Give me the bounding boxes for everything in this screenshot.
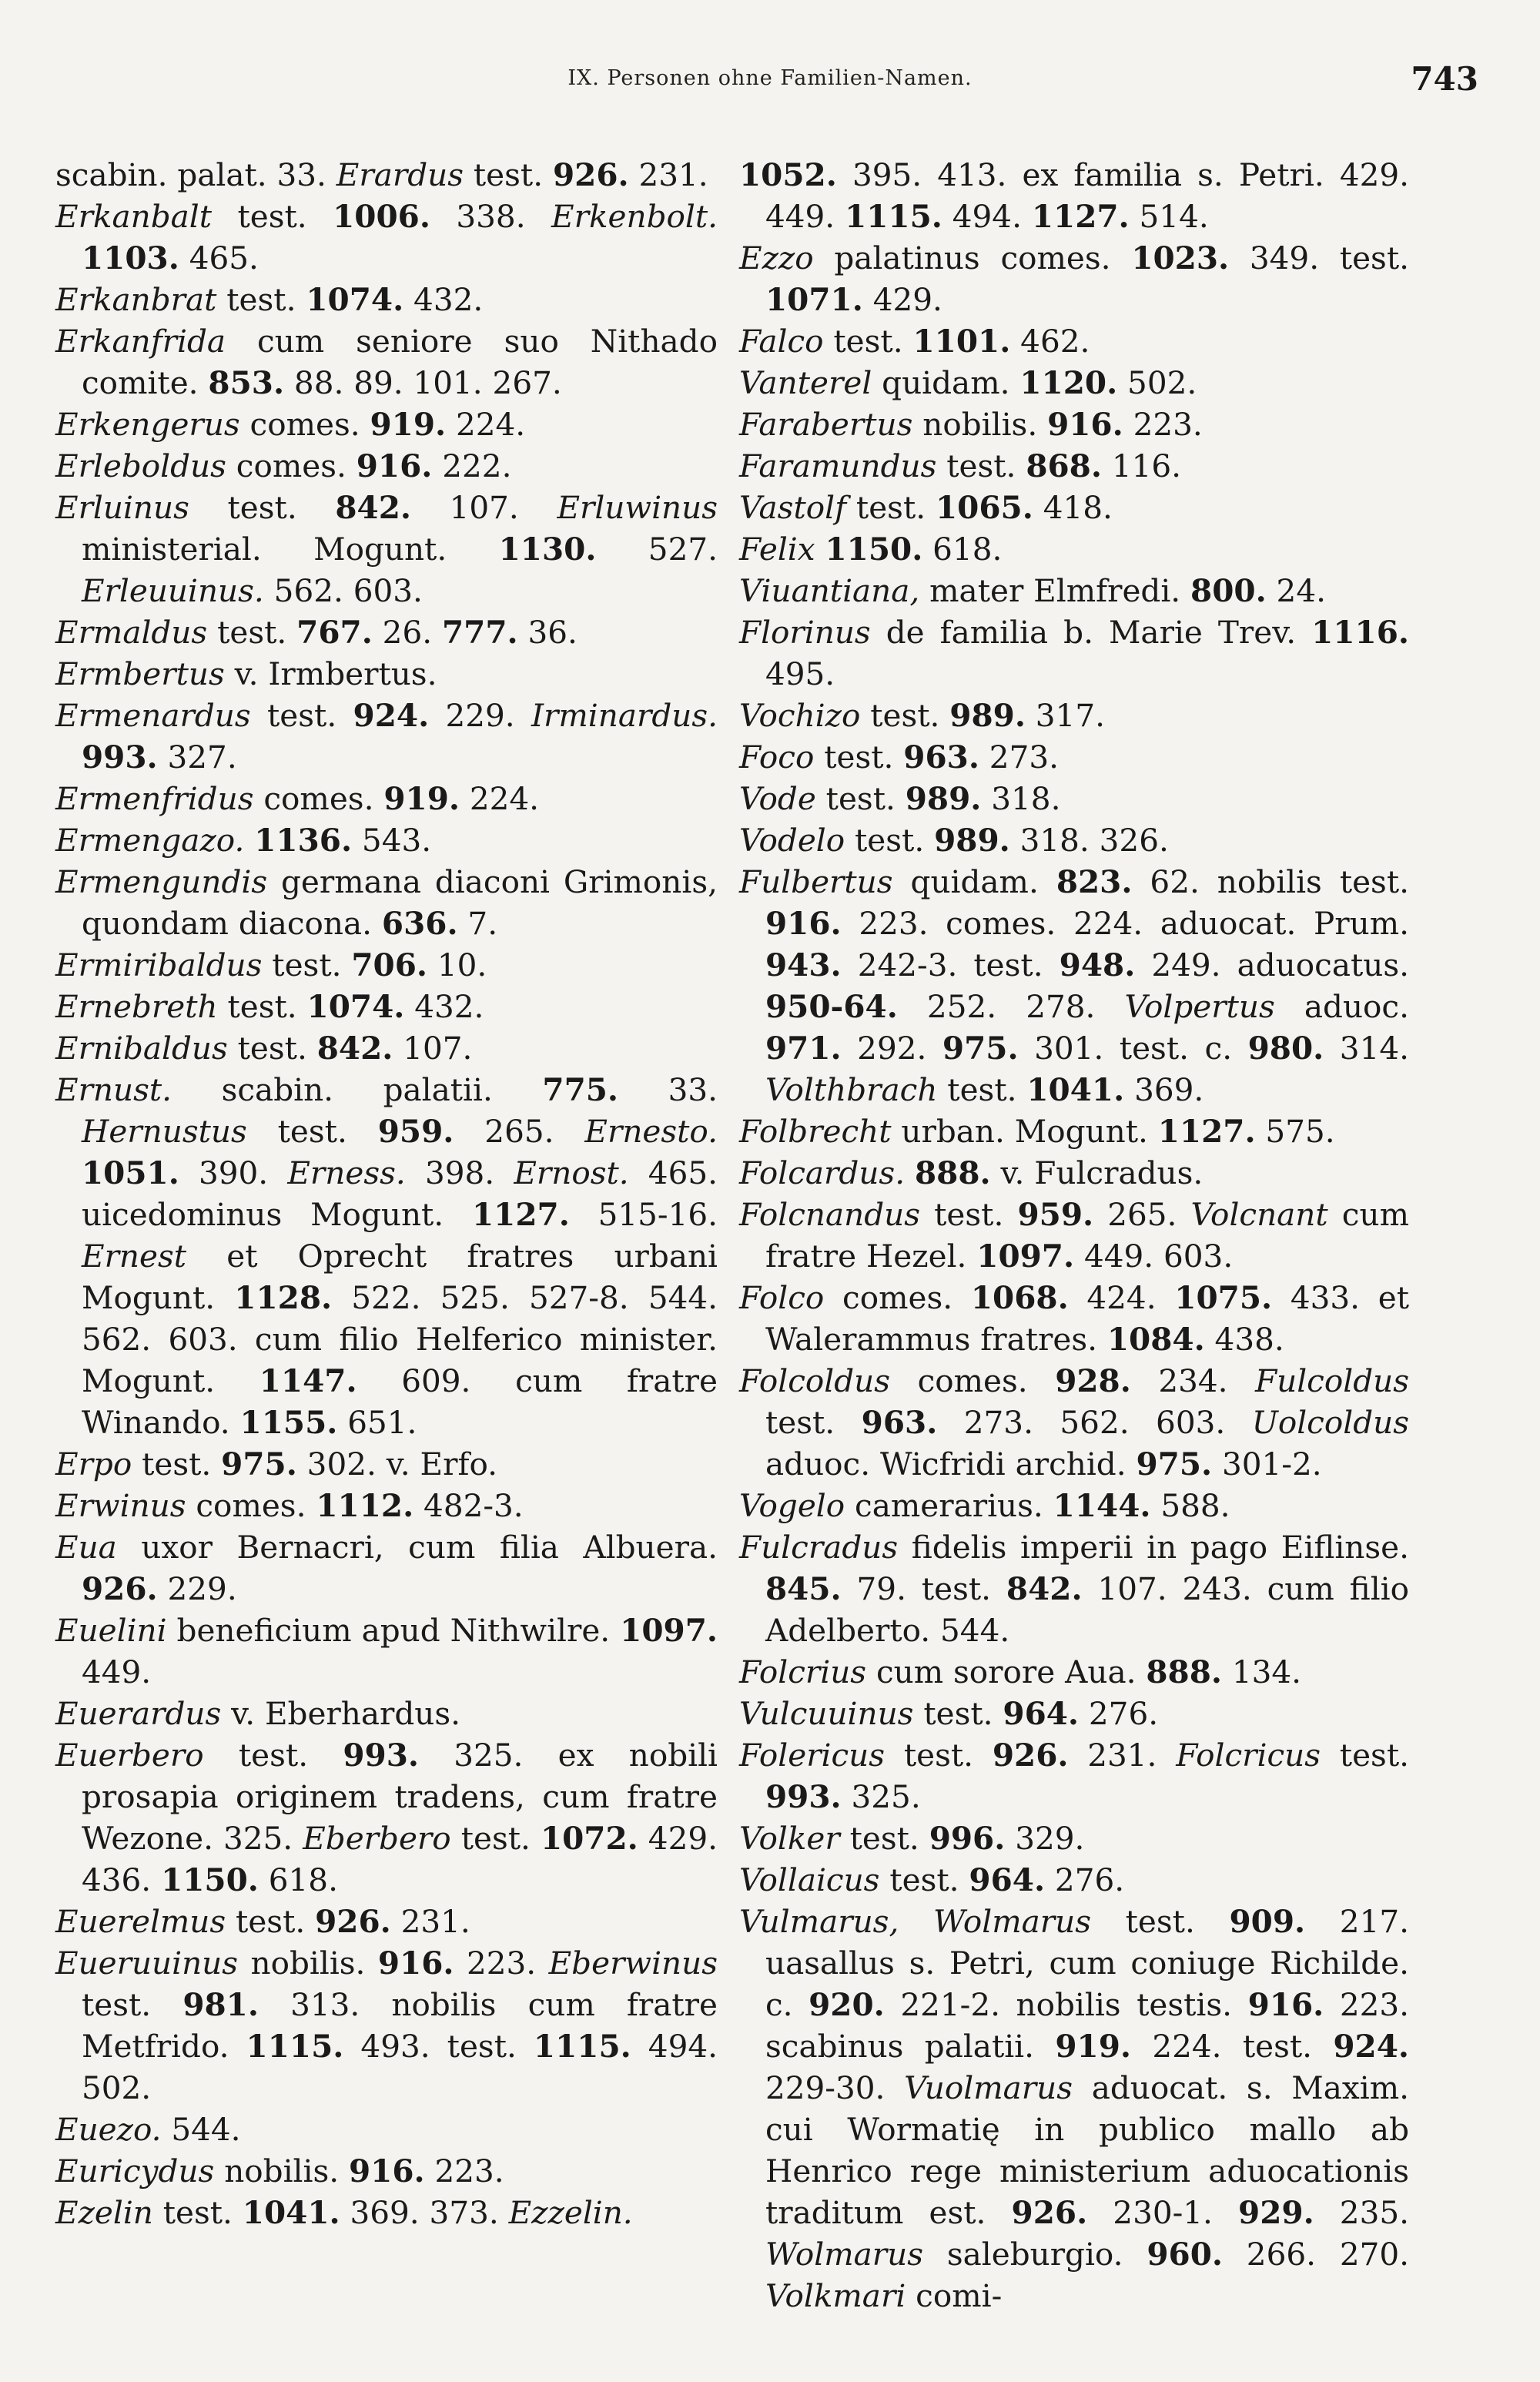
index-entry: Erwinus comes. 1112. 482-3.	[55, 1487, 524, 1524]
index-entry: Farabertus nobilis. 916. 223.	[739, 406, 1203, 443]
index-entry: Fulbertus quidam. 823. 62. nobilis test. 916. 223. comes. 224. aduocat. Prum. 943. 242-3. test. 948. 249. aduocatus. 950-64. 252. 278. Volpertus aduoc. 971. 292. 975. 301. test. c. 980. 314. Volthbrach test. 1041. 369.	[739, 863, 1409, 1108]
index-entry: Vanterel quidam. 1120. 502.	[739, 364, 1197, 401]
index-entry: Faramundus test. 868. 116.	[739, 447, 1182, 484]
index-entry: Felix 1150. 618.	[739, 531, 1003, 568]
index-entry: Ernibaldus test. 842. 107.	[55, 1030, 473, 1067]
index-entry: Erpo test. 975. 302. v. Erfo.	[55, 1446, 498, 1482]
index-entry: Folcnandus test. 959. 265. Volcnant cum fratre Hezel. 1097. 449. 603.	[739, 1196, 1409, 1275]
index-entry: scabin. palat. 33. Erardus test. 926. 231.	[55, 156, 708, 193]
running-title: IX. Personen ohne Familien-Namen.	[567, 66, 973, 90]
index-entry: Euerelmus test. 926. 231.	[55, 1903, 470, 1940]
index-entry: Folcoldus comes. 928. 234. Fulcoldus test. 963. 273. 562. 603. Uolcoldus aduoc. Wicfridi archid. 975. 301-2.	[739, 1362, 1409, 1482]
index-entry: Vochizo test. 989. 317.	[739, 697, 1105, 734]
index-entry: Ermengazo. 1136. 543.	[55, 822, 432, 859]
index-entry: Volker test. 996. 329.	[739, 1820, 1085, 1857]
index-entry: Folcrius cum sorore Aua. 888. 134.	[739, 1653, 1302, 1690]
index-entry: Erluinus test. 842. 107. Erluwinus ministerial. Mogunt. 1130. 527. Erleuuinus. 562. 603.	[55, 489, 718, 609]
index-entry: Erkanbalt test. 1006. 338. Erkenbolt. 1103. 465.	[55, 198, 718, 276]
index-entry: Florinus de familia b. Marie Trev. 1116. 495.	[739, 614, 1409, 692]
index-entry: Ezelin test. 1041. 369. 373. Ezzelin.	[55, 2194, 633, 2231]
index-entry: Euerardus v. Eberhardus.	[55, 1695, 461, 1732]
index-entry: Ezzo palatinus comes. 1023. 349. test. 1071. 429.	[739, 240, 1409, 318]
index-entry: Ermiribaldus test. 706. 10.	[55, 946, 487, 983]
page-header	[54, 60, 1486, 106]
index-entry: Folbrecht urban. Mogunt. 1127. 575.	[739, 1113, 1335, 1150]
index-entry: Vulcuuinus test. 964. 276.	[739, 1695, 1159, 1732]
index-entry: Foco test. 963. 273.	[739, 739, 1059, 776]
index-entry: Ernust. scabin. palatii. 775. 33. Hernustus test. 959. 265. Ernesto. 1051. 390. Erness. 398. Ernost. 465. uicedominus Mogunt. 1127. 515-16. Ernest et Oprecht fratres urbani Mogunt. 1128. 522. 525. 527-8. 544. 562. 603. cum filio Helferico minister. Mogunt. 1147. 609. cum fratre Winando. 1155. 651.	[55, 1071, 718, 1441]
index-entry: Vode test. 989. 318.	[739, 780, 1061, 817]
index-entry: Erkanbrat test. 1074. 432.	[55, 281, 484, 318]
index-entry: Euezo. 544.	[55, 2111, 241, 2148]
index-entry: Vogelo camerarius. 1144. 588.	[739, 1487, 1230, 1524]
index-entry: Erleboldus comes. 916. 222.	[55, 447, 512, 484]
index-column-right	[739, 154, 1409, 2317]
index-entry: Folcardus. 888. v. Fulcradus.	[739, 1154, 1204, 1191]
index-entry: Viuantiana, mater Elmfredi. 800. 24.	[739, 572, 1326, 609]
index-entry: Vollaicus test. 964. 276.	[739, 1861, 1125, 1898]
index-entry: Euricydus nobilis. 916. 223.	[55, 2153, 504, 2189]
index-entry: Euelini beneficium apud Nithwilre. 1097. 449.	[55, 1612, 718, 1690]
index-entry: Eua uxor Bernacri, cum filia Albuera. 926. 229.	[55, 1529, 718, 1607]
page-number: 743	[1411, 60, 1478, 98]
index-entry: Falco test. 1101. 462.	[739, 323, 1090, 360]
index-entry: Ermaldus test. 767. 26. 777. 36.	[55, 614, 578, 651]
index-entry: Erkengerus comes. 919. 224.	[55, 406, 526, 443]
index-entry: Ermengundis germana diaconi Grimonis, quondam diacona. 636. 7.	[55, 863, 718, 942]
index-entry: Ermbertus v. Irmbertus.	[55, 655, 437, 692]
index-entry: Euerbero test. 993. 325. ex nobili prosapia originem tradens, cum fratre Wezone. 325. Eberbero test. 1072. 429. 436. 1150. 618.	[55, 1737, 718, 1898]
index-entry: Ermenfridus comes. 919. 224.	[55, 780, 540, 817]
index-entry: Folericus test. 926. 231. Folcricus test. 993. 325.	[739, 1737, 1409, 1815]
index-entry: Eueruuinus nobilis. 916. 223. Eberwinus test. 981. 313. nobilis cum fratre Metfrido. 1115. 493. test. 1115. 494. 502.	[55, 1945, 718, 2106]
index-entry: Ernebreth test. 1074. 432.	[55, 988, 484, 1025]
index-entry: Ermenardus test. 924. 229. Irminardus. 993. 327.	[55, 697, 718, 776]
index-column-left	[55, 154, 718, 2233]
index-entry: Vulmarus, Wolmarus test. 909. 217. uasallus s. Petri, cum coniuge Richilde. c. 920. 221-2. nobilis testis. 916. 223. scabinus palatii. 919. 224. test. 924. 229-30. Vuolmarus aduocat. s. Maxim. cui Wormatię in publico mallo ab Henrico rege ministerium aduocationis traditum est. 926. 230-1. 929. 235. Wolmarus saleburgio. 960. 266. 270. Volkmari comi-	[739, 1903, 1409, 2314]
index-entry: Fulcradus fidelis imperii in pago Eiflinse. 845. 79. test. 842. 107. 243. cum filio Adelberto. 544.	[739, 1529, 1409, 1649]
index-entry: Vodelo test. 989. 318. 326.	[739, 822, 1169, 859]
index-entry: Erkanfrida cum seniore suo Nithado comite. 853. 88. 89. 101. 267.	[55, 323, 718, 401]
index-entry: Vastolf test. 1065. 418.	[739, 489, 1113, 526]
index-entry: Folco comes. 1068. 424. 1075. 433. et Walerammus fratres. 1084. 438.	[739, 1279, 1409, 1358]
index-entry: 1052. 395. 413. ex familia s. Petri. 429. 449. 1115. 494. 1127. 514.	[739, 156, 1409, 235]
